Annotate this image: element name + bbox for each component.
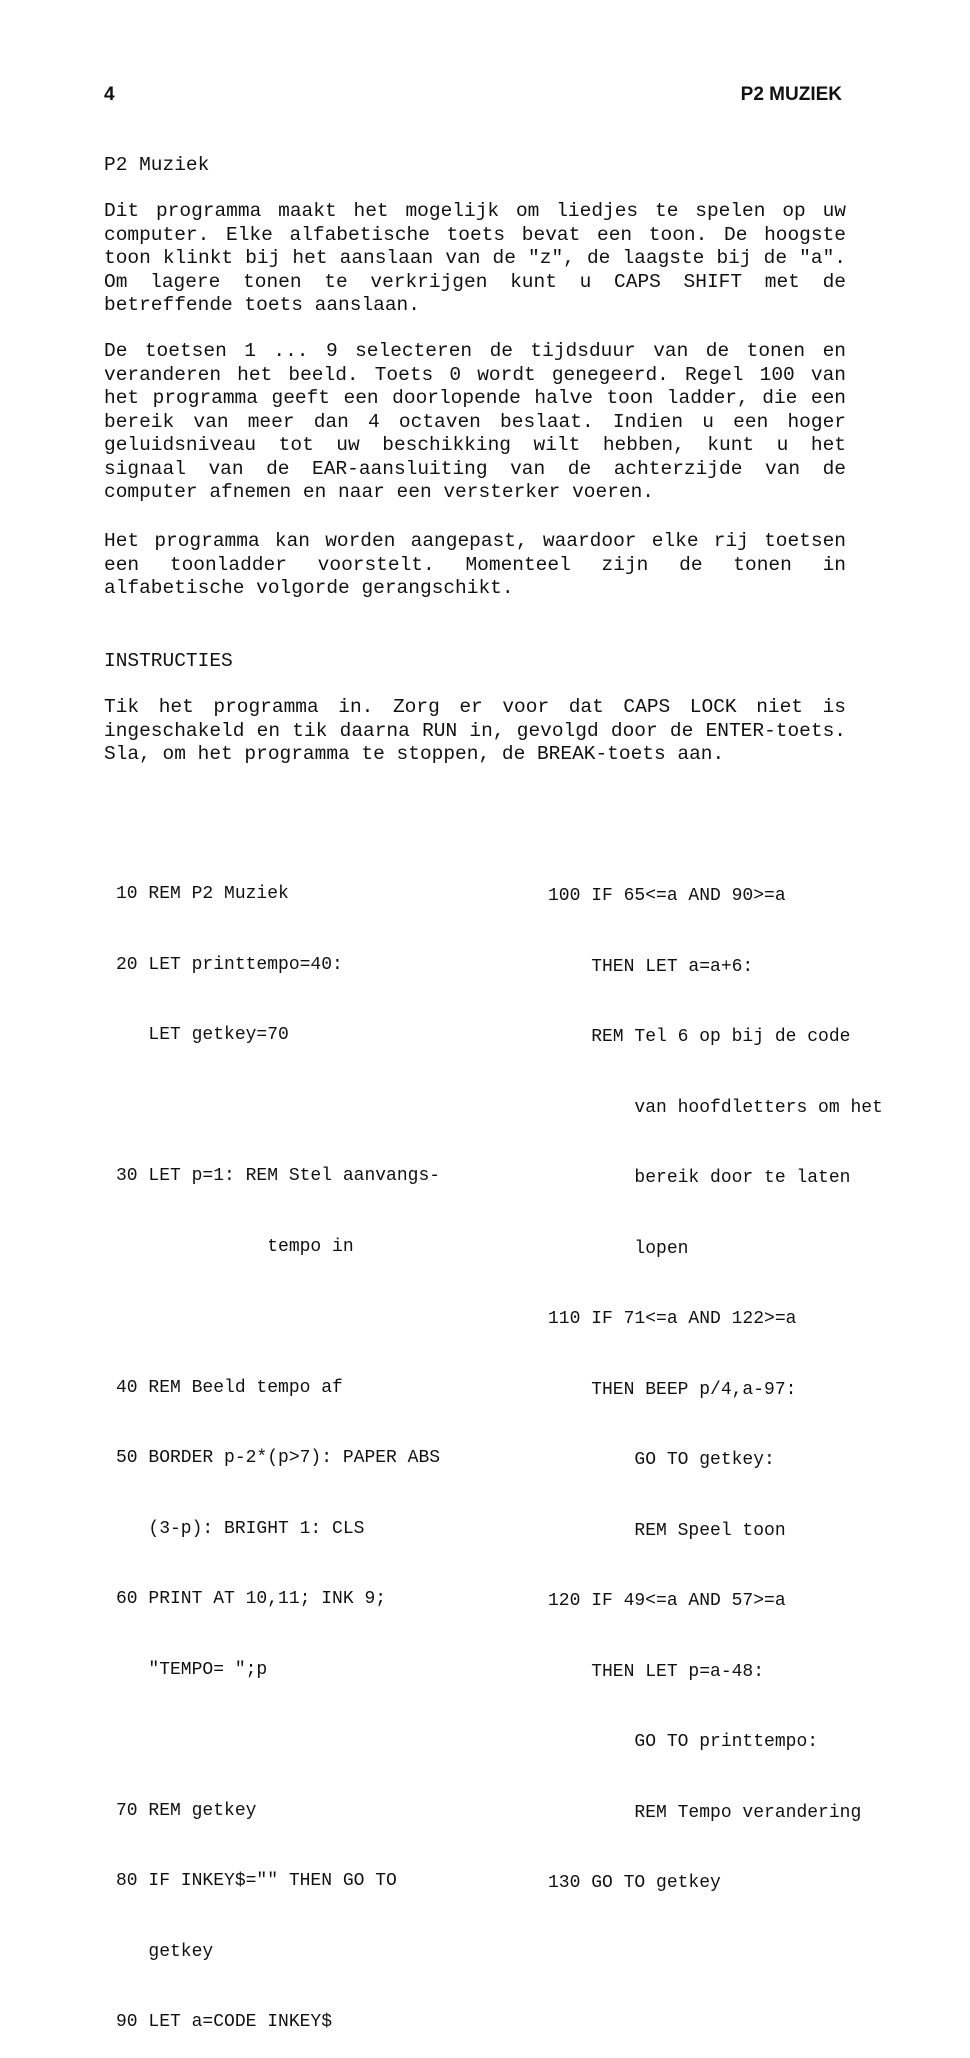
code-line: THEN BEEP p/4,a-97: [548,1379,797,1400]
code-line: 20 LET printtempo=40: [116,954,343,975]
instructions-paragraph [104,696,846,767]
code-line: 100 IF 65<=a AND 90>=a [548,886,786,906]
code-line: bereik door te laten [548,1168,851,1188]
paragraph-text: Tik het programma in. Zorg er voor dat CAPS LOCK niet is ingeschakeld en tik daarna RUN in, gevolgd door de ENTER-toets. Sla, om het programma te stoppen, de BREAK-toets aan. [104,696,846,765]
code-line: 80 IF INKEY$="" THEN GO TO [116,1871,397,1891]
code-line: 70 REM getkey [116,1800,257,1821]
code-line: 90 LET a=CODE INKEY$ [116,2012,333,2032]
code-line: GO TO getkey: [548,1450,775,1470]
code-line: 50 BORDER p-2*(p>7): PAPER ABS [116,1448,441,1468]
paragraph-text: Het programma kan worden aangepast, waardoor elke rij toetsen een toonladder voorstelt. Momenteel zijn de tonen in alfabetische volgorde gerangschikt. [104,530,846,599]
page-number: 4 [104,84,115,105]
code-line: van hoofdletters om het [548,1097,883,1118]
code-line: 130 GO TO getkey [548,1873,721,1893]
code-listing-right [548,838,883,1919]
code-line: 30 LET p=1: REM Stel aanvangs- [116,1166,441,1186]
code-line: THEN LET a=a+6: [548,956,754,977]
code-line: "TEMPO= ";p [116,1659,268,1680]
code-line: THEN LET p=a-48: [548,1661,765,1682]
paragraph-keys [104,340,846,505]
paragraph-text: De toetsen 1 ... 9 selecteren de tijdsduur van de tonen en veranderen het beeld. Toets 0 wordt genegeerd. Regel 100 van het programma geeft een doorlopende halve toon ladder, die een bereik van meer dan 4 octaven beslaat. Indien u een hoger geluidsniveau tot uw beschikking wilt hebben, kunt u het signaal van de EAR-aansluiting van de achterzijde van de computer afnemen en naar een versterker voeren. [104,340,846,503]
code-line [116,1306,440,1330]
paragraph-adapt [104,530,846,601]
instructions-heading: INSTRUCTIES [104,650,233,672]
code-line: lopen [548,1238,689,1259]
code-line: 60 PRINT AT 10,11; INK 9; [116,1589,387,1609]
paragraph-text: Dit programma maakt het mogelijk om liedjes te spelen op uw computer. Elke alfabetische toets bevat een toon. De hoogste toon klinkt bij het aanslaan van de "z", de laagste bij de "a". Om lagere tonen te verkrijgen kunt u CAPS SHIFT met de betreffende toets aanslaan. [104,200,846,316]
code-line: 120 IF 49<=a AND 57>=a [548,1591,786,1611]
code-line: LET getkey=70 [116,1025,289,1045]
code-line: 40 REM Beeld tempo af [116,1377,343,1398]
code-listing-left [116,836,440,2058]
code-line [116,1729,440,1753]
code-line: 10 REM P2 Muziek [116,884,289,904]
section-title: P2 Muziek [104,154,210,176]
code-line: REM Tempo verandering [548,1802,862,1823]
code-line: (3-p): BRIGHT 1: CLS [116,1518,365,1539]
code-line: 110 IF 71<=a AND 122>=a [548,1309,797,1329]
code-line [116,1095,440,1119]
code-line: tempo in [116,1236,354,1257]
code-line: GO TO printtempo: [548,1732,819,1752]
paragraph-intro [104,200,846,318]
code-line: REM Speel toon [548,1520,786,1541]
code-line: getkey [116,1941,214,1962]
running-title: P2 MUZIEK [740,84,842,105]
code-line: REM Tel 6 op bij de code [548,1027,851,1047]
